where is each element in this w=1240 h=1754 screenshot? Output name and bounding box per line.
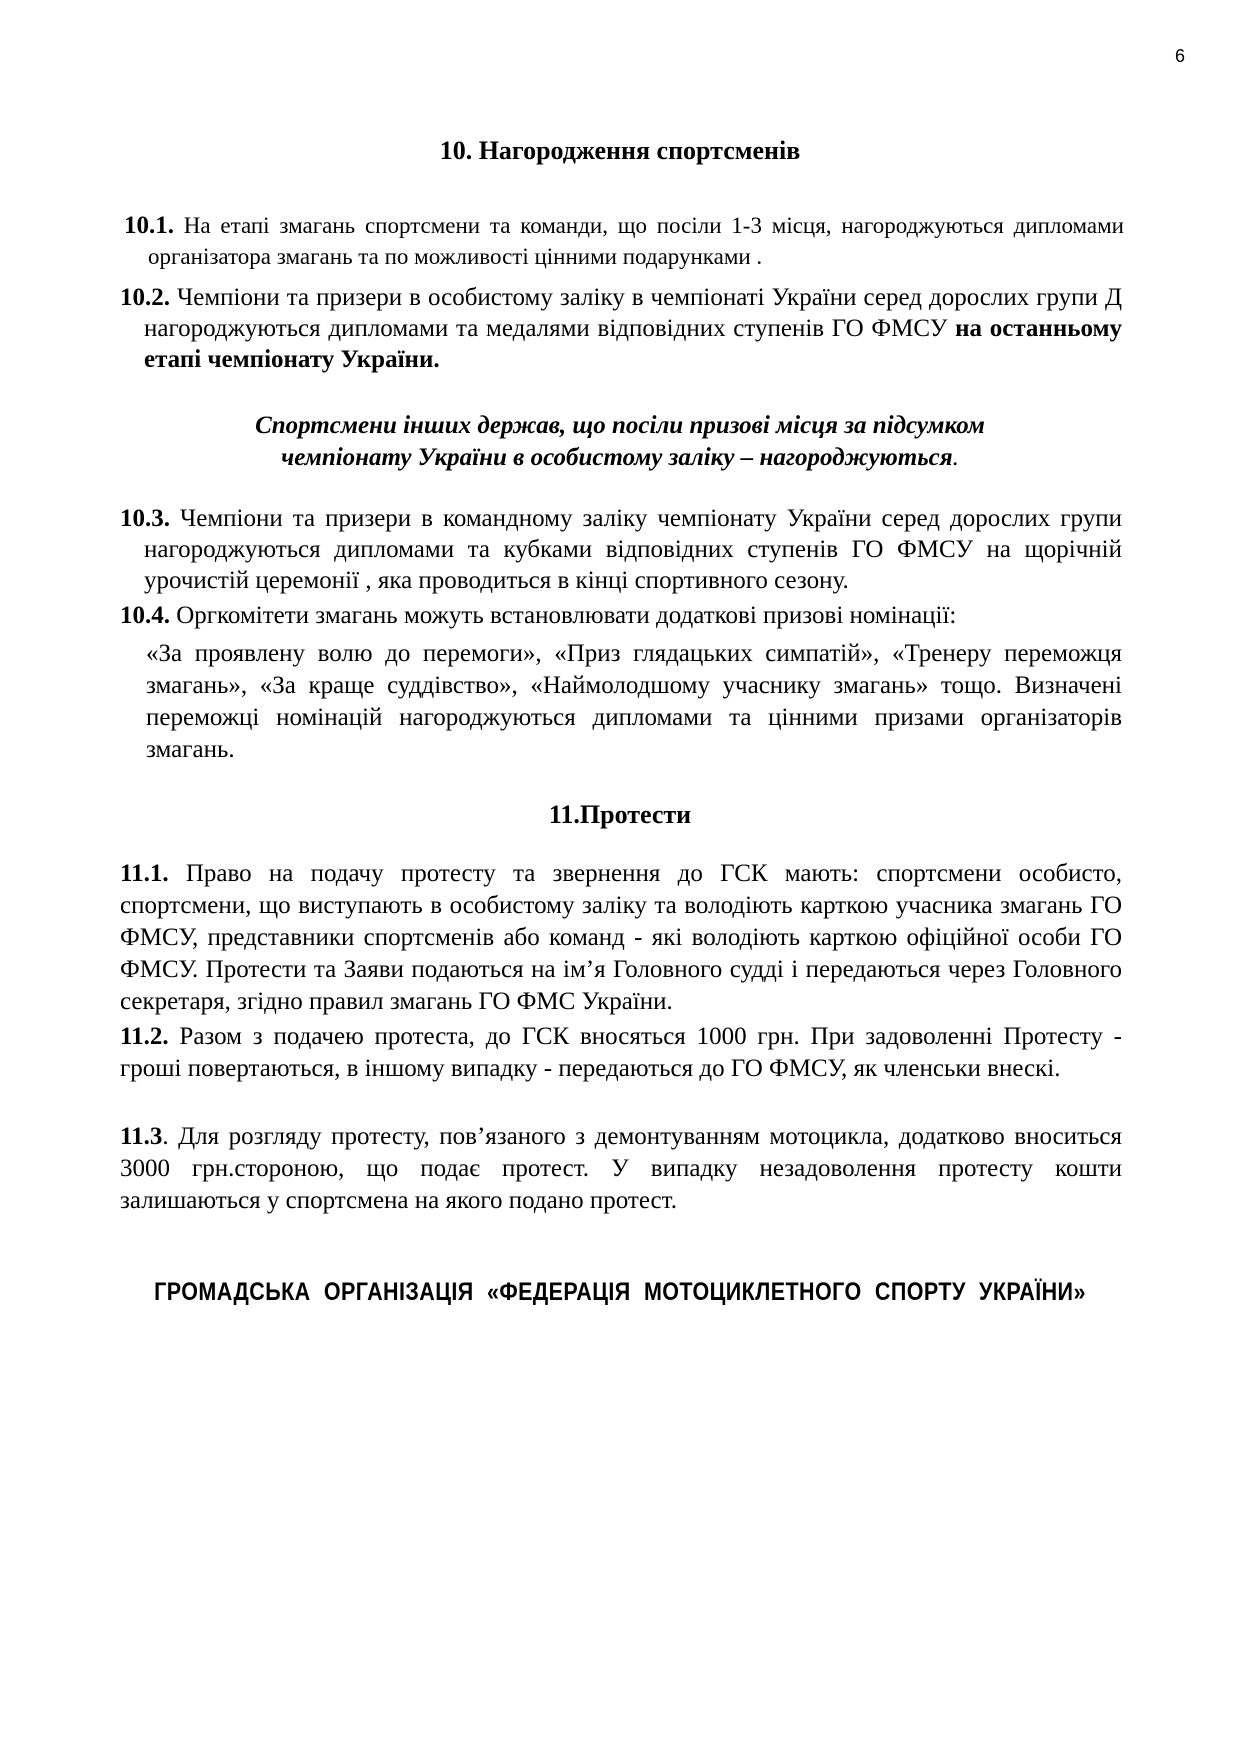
foreign-athletes-note <box>0 410 1240 474</box>
paragraph-text: . Для розгляду протесту, пов’язаного з демонтуванням мотоцикла, додатково вноситься 3000 грн.стороною, що подає протест. У випадку незадоволення протесту кошти залишаються у спортсмена на якого подано протест. <box>120 1123 1122 1214</box>
section-10-title: 10. Нагородження спортсменів <box>439 136 801 165</box>
note-line-tail: . <box>952 444 959 471</box>
paragraph-11-2 <box>120 1021 1122 1085</box>
paragraph-10-3 <box>120 503 1122 596</box>
section-11-title: 11.Протести <box>548 800 692 829</box>
paragraph-10-2 <box>120 282 1122 375</box>
paragraph-number: 10.4. <box>120 602 170 629</box>
paragraph-text: Разом з подачею протеста, до ГСК вносяться 1000 грн. При задоволенні Протесту - гроші повертаються, в іншому випадку - передаються до ГО ФМСУ, як членськи внескі. <box>120 1023 1122 1082</box>
paragraph-number: 10.3. <box>120 505 170 532</box>
paragraph-text: Право на подачу протесту та звернення до ГСК мають: спортсмени особисто, спортсмени, що виступають в особистому заліку та володіють карткою учасника змагань ГО ФМСУ, представники спортсменів або команд - які володіють карткою офіційної особи ГО ФМСУ. Протести та Заяви подаються на ім’я Головного судді і передаються через Головного секретаря, згідно правил змагань ГО ФМС України. <box>120 860 1122 1015</box>
paragraph-11-3 <box>120 1121 1122 1217</box>
paragraph-number: 10.2. <box>120 284 170 311</box>
paragraph-text: Чемпіони та призери в командному заліку чемпіонату України серед дорослих групи нагороджуються дипломами та кубками відповідних ступенів ГО ФМСУ на щорічній урочистій церемонії , яка проводиться в кінці спортивного сезону. <box>144 505 1122 594</box>
note-line-2 <box>0 442 1240 474</box>
paragraph-text: Чемпіони та призери в особистому заліку в чемпіонаті України серед дорослих групи Д нагороджуються дипломами та медалями відповідних ступенів ГО ФМСУ <box>144 284 1122 342</box>
organization-name: ГРОМАДСЬКА ОРГАНІЗАЦІЯ «ФЕДЕРАЦІЯ МОТОЦИКЛЕТНОГО СПОРТУ УКРАЇНИ» <box>154 1278 1086 1306</box>
paragraph-number: 10.1. <box>124 212 174 239</box>
paragraph-10-1 <box>124 210 1124 272</box>
note-line-text: чемпіонату України в особистому заліку – нагороджуються <box>281 444 953 471</box>
paragraph-10-4 <box>120 600 1122 631</box>
paragraph-text: На етапі змагань спортсмени та команди, що посіли 1-3 місця, нагороджуються дипломами організатора змагань та по можливості цінними подарунками . <box>148 213 1124 269</box>
paragraph-number: 11.3 <box>120 1123 163 1150</box>
paragraph-number: 11.1. <box>120 860 169 887</box>
note-line: Спортсмени інших держав, що посіли призові місця за підсумком <box>255 412 985 439</box>
paragraph-bold-text: на останньому етапі чемпіонату України. <box>144 315 1122 373</box>
prize-nominations: «За проявлену волю до перемоги», «Приз глядацьких симпатій», «Тренеру переможця змагань», «За краще суддівство», «Наймолодшому учаснику змагань» тощо. Визначені переможці номінацій нагороджуються дипломами та цінними призами організаторів змагань. <box>146 640 1122 763</box>
paragraph-number: 11.2. <box>120 1023 169 1050</box>
page-number: 6 <box>1174 46 1185 66</box>
paragraph-text: Оргкомітети змагань можуть встановлювати додаткові призові номінації: <box>170 602 957 629</box>
paragraph-11-1 <box>120 858 1122 1018</box>
